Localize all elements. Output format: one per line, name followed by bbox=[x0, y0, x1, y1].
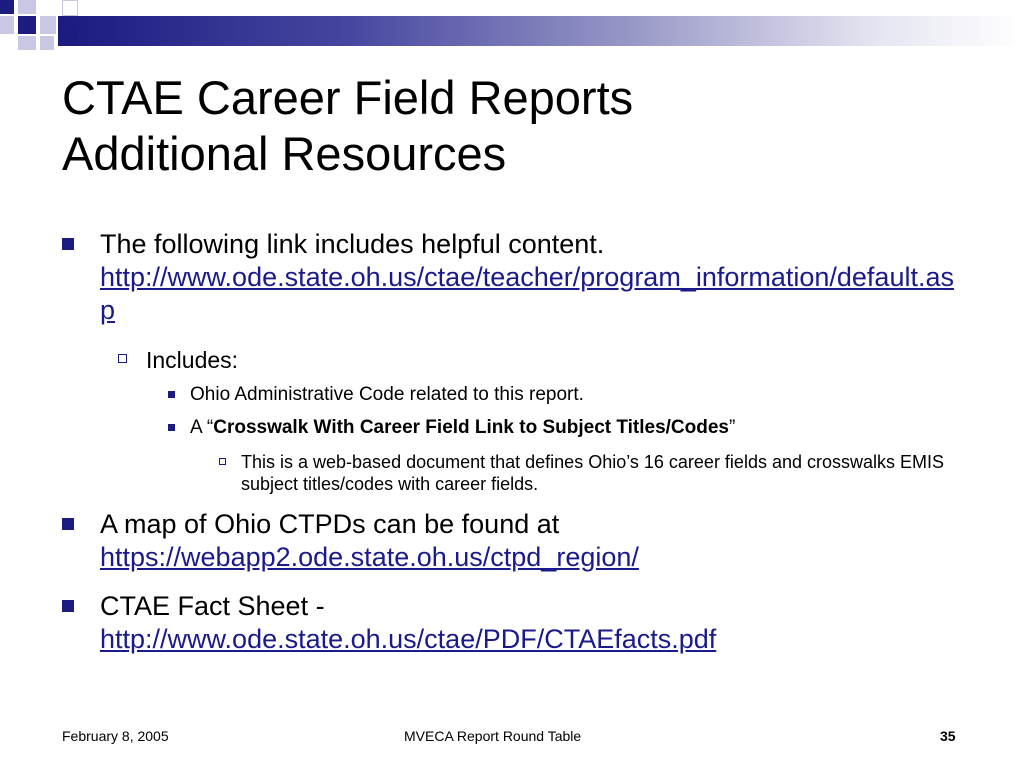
sub-bullet-item bbox=[146, 346, 946, 374]
bullet-item bbox=[100, 590, 960, 656]
quote-open: A “ bbox=[190, 417, 214, 438]
decor-square bbox=[40, 16, 56, 34]
decor-square bbox=[62, 0, 78, 16]
bullet-text: A map of Ohio CTPDs can be found at bbox=[100, 509, 560, 539]
header-gradient-bar bbox=[58, 16, 1024, 46]
decor-square bbox=[18, 36, 36, 50]
footer-center-text: MVECA Report Round Table bbox=[404, 728, 582, 744]
title-line-2: Additional Resources bbox=[62, 127, 507, 180]
sub-sub-bullet-item bbox=[190, 383, 970, 407]
decor-square bbox=[0, 16, 14, 34]
decor-square bbox=[0, 0, 14, 14]
square-bullet-icon bbox=[62, 600, 74, 612]
slide-number: 35 bbox=[940, 728, 956, 744]
title-line-1: CTAE Career Field Reports bbox=[62, 71, 634, 124]
sub-bullet-text: Includes: bbox=[146, 347, 239, 373]
level4-bullet-item bbox=[241, 451, 971, 495]
square-bullet-icon bbox=[62, 238, 74, 250]
ctae-fact-sheet-link[interactable]: http://www.ode.state.oh.us/ctae/PDF/CTAEfacts.pdf bbox=[100, 624, 717, 654]
slide-title bbox=[62, 70, 962, 182]
square-bullet-icon bbox=[168, 391, 175, 398]
ctpd-region-link[interactable]: https://webapp2.ode.state.oh.us/ctpd_region/ bbox=[100, 542, 639, 572]
level4-bullet-text: This is a web-based document that defines Ohio’s 16 career fields and crosswalks EMIS subject titles/codes with career fields. bbox=[241, 452, 945, 494]
crosswalk-title: Crosswalk With Career Field Link to Subject Titles/Codes bbox=[213, 417, 729, 438]
decor-square bbox=[18, 16, 36, 34]
bullet-text: CTAE Fact Sheet - bbox=[100, 591, 325, 621]
square-bullet-icon bbox=[62, 518, 74, 530]
sub-sub-bullet-item bbox=[190, 416, 970, 440]
footer-date: February 8, 2005 bbox=[62, 728, 169, 744]
square-bullet-icon bbox=[168, 424, 175, 431]
bullet-text: The following link includes helpful content. bbox=[100, 229, 605, 259]
bullet-item bbox=[100, 508, 960, 574]
sub-sub-bullet-text: Ohio Administrative Code related to this report. bbox=[190, 384, 584, 405]
bullet-item bbox=[100, 228, 960, 327]
decor-square bbox=[18, 0, 36, 14]
hollow-square-bullet-icon bbox=[219, 458, 226, 465]
program-information-link[interactable]: http://www.ode.state.oh.us/ctae/teacher/program_information/default.asp bbox=[100, 262, 954, 325]
decor-square bbox=[62, 30, 78, 46]
decor-square bbox=[40, 36, 54, 50]
hollow-square-bullet-icon bbox=[118, 354, 127, 363]
quote-close: ” bbox=[729, 417, 736, 438]
